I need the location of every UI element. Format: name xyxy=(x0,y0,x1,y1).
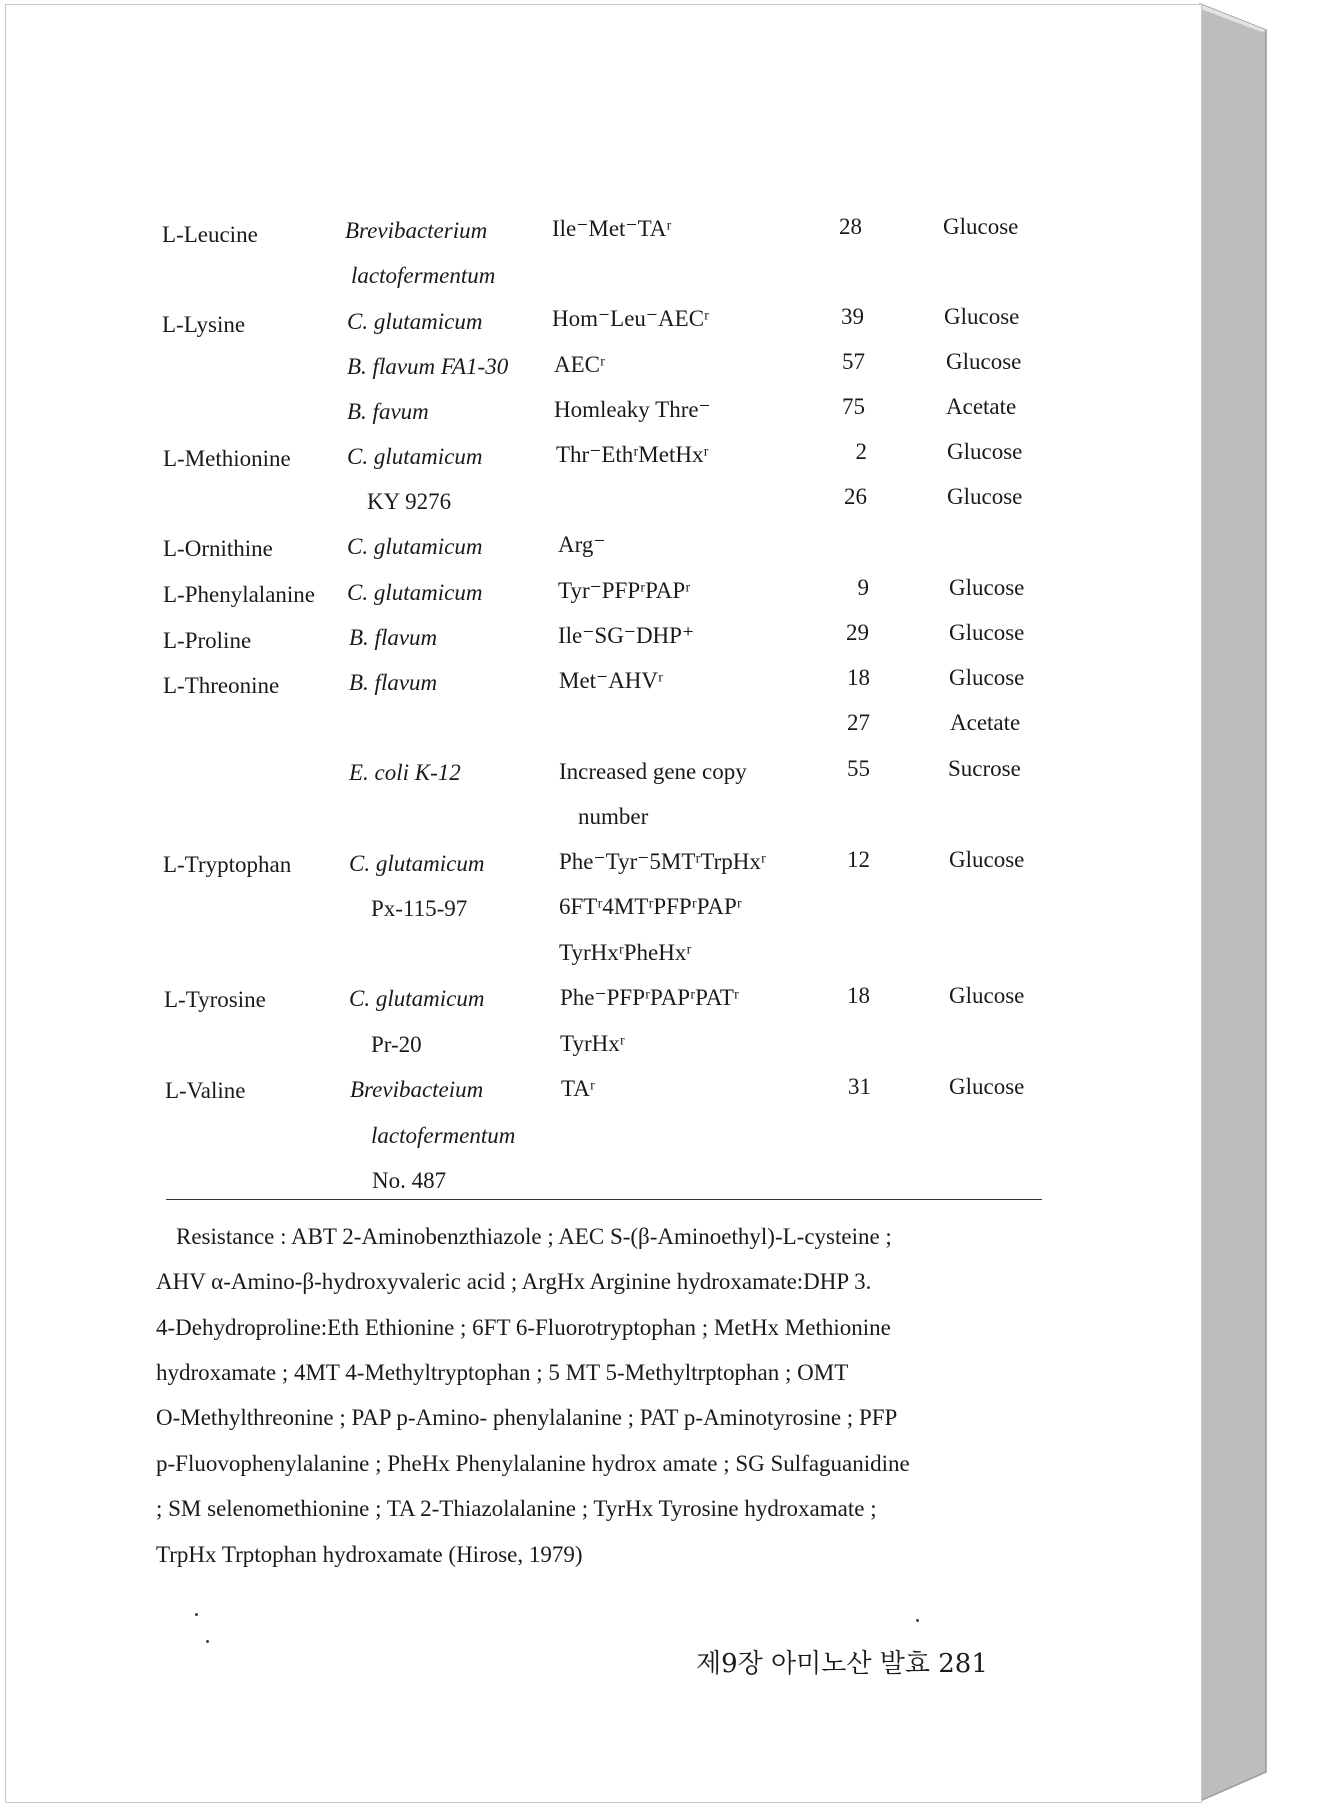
yield-cell: 9 xyxy=(857,575,869,600)
markers-cell: number xyxy=(578,804,649,829)
carbon-source-cell: Glucose xyxy=(949,620,1025,645)
amino-acid-cell: L-Tryptophan xyxy=(163,852,292,877)
carbon-source-cell: Acetate xyxy=(946,394,1017,419)
amino-acid-cell: L-Methionine xyxy=(163,446,291,471)
carbon-source-cell: Sucrose xyxy=(948,756,1021,781)
carbon-source-cell: Glucose xyxy=(949,847,1025,872)
yield-cell: 18 xyxy=(847,983,870,1008)
markers-cell: TAʳ xyxy=(561,1076,595,1101)
footnote-line: 4-Dehydroproline:Eth Ethionine ; 6FT 6-Fluorotryptophan ; MetHx Methionine xyxy=(156,1315,891,1340)
organism-strain-cell: Pr-20 xyxy=(371,1032,422,1057)
carbon-source-cell: Glucose xyxy=(947,484,1023,509)
yield-cell: 27 xyxy=(847,710,870,735)
markers-cell: Increased gene copy xyxy=(559,759,747,784)
markers-cell: Tyr⁻PFPʳPAPʳ xyxy=(558,578,691,603)
markers-cell: TyrHxʳ xyxy=(560,1031,625,1056)
markers-cell: Ile⁻SG⁻DHP⁺ xyxy=(558,623,695,648)
organism-cell: B. flavum xyxy=(349,670,438,695)
yield-cell: 26 xyxy=(844,484,867,509)
organism-cell: Brevibacteium xyxy=(350,1077,484,1102)
organism-cell: lactofermentum xyxy=(371,1123,516,1148)
footnote-line: TrpHx Trptophan hydroxamate (Hirose, 1979) xyxy=(156,1542,583,1567)
organism-cell: C. glutamicum xyxy=(349,851,485,876)
carbon-source-cell: Glucose xyxy=(943,214,1019,239)
markers-cell: Thr⁻EthʳMetHxʳ xyxy=(556,442,709,467)
footnote-line: Resistance : ABT 2-Aminobenzthiazole ; AEC S-(β-Aminoethyl)-L-cysteine ; xyxy=(176,1224,892,1249)
amino-acid-cell: L-Ornithine xyxy=(163,536,273,561)
footnote-line: O-Methylthreonine ; PAP p-Amino- phenylalanine ; PAT p-Aminotyrosine ; PFP xyxy=(156,1405,898,1430)
carbon-source-cell: Acetate xyxy=(950,710,1021,735)
footnote-line: AHV α-Amino-β-hydroxyvaleric acid ; ArgHx Arginine hydroxamate:DHP 3. xyxy=(156,1269,872,1294)
carbon-source-cell: Glucose xyxy=(949,1074,1025,1099)
carbon-source-cell: Glucose xyxy=(946,349,1022,374)
scan-speck xyxy=(195,1613,198,1616)
markers-cell: Met⁻AHVʳ xyxy=(559,668,664,693)
carbon-source-cell: Glucose xyxy=(947,439,1023,464)
amino-acid-cell: L-Lysine xyxy=(162,312,246,337)
markers-cell: Ile⁻Met⁻TAʳ xyxy=(552,216,672,241)
book-spine-shading xyxy=(1200,4,1266,1801)
yield-cell: 12 xyxy=(847,847,870,872)
scan-speck xyxy=(206,1640,209,1643)
amino-acid-cell: L-Leucine xyxy=(162,222,258,247)
carbon-source-cell: Glucose xyxy=(949,575,1025,600)
organism-cell: C. glutamicum xyxy=(347,534,483,559)
amino-acid-cell: L-Threonine xyxy=(163,673,280,698)
footnote-line: p-Fluovophenylalanine ; PheHx Phenylalanine hydrox amate ; SG Sulfaguanidine xyxy=(156,1451,910,1476)
yield-cell: 31 xyxy=(848,1074,871,1099)
markers-cell: Phe⁻PFPʳPAPʳPATʳ xyxy=(560,985,739,1010)
organism-strain-cell: No. 487 xyxy=(372,1168,447,1193)
yield-cell: 57 xyxy=(842,349,865,374)
markers-cell: TyrHxʳPheHxʳ xyxy=(559,940,692,965)
yield-cell: 39 xyxy=(841,304,864,329)
yield-cell: 18 xyxy=(847,665,870,690)
yield-cell: 28 xyxy=(839,214,862,239)
footnote-line: ; SM selenomethionine ; TA 2-Thiazolalanine ; TyrHx Tyrosine hydroxamate ; xyxy=(156,1496,877,1521)
carbon-source-cell: Glucose xyxy=(944,304,1020,329)
organism-cell: B. flavum xyxy=(349,625,438,650)
organism-cell: E. coli K-12 xyxy=(349,760,461,785)
markers-cell: 6FTʳ4MTʳPFPʳPAPʳ xyxy=(559,894,742,919)
yield-cell: 75 xyxy=(842,394,865,419)
organism-cell: C. glutamicum xyxy=(347,309,483,334)
yield-cell: 29 xyxy=(846,620,869,645)
markers-cell: Homleaky Thre⁻ xyxy=(554,397,711,422)
document-page xyxy=(5,4,1202,1803)
markers-cell: Arg⁻ xyxy=(558,532,606,557)
organism-cell: C. glutamicum xyxy=(347,580,483,605)
amino-acid-cell: L-Proline xyxy=(163,628,252,653)
organism-strain-cell: KY 9276 xyxy=(367,489,452,514)
markers-cell: Hom⁻Leu⁻AECʳ xyxy=(552,306,710,331)
scan-speck xyxy=(916,1619,919,1622)
organism-cell: Brevibacterium xyxy=(345,218,488,243)
carbon-source-cell: Glucose xyxy=(949,665,1025,690)
footnote-line: hydroxamate ; 4MT 4-Methyltryptophan ; 5 MT 5-Methyltrptophan ; OMT xyxy=(156,1360,849,1385)
yield-cell: 55 xyxy=(847,756,870,781)
page-footer: 제9장 아미노산 발효 281 xyxy=(696,1649,988,1679)
yield-cell: 2 xyxy=(855,439,867,464)
table-bottom-rule xyxy=(166,1199,1042,1200)
amino-acid-cell: L-Phenylalanine xyxy=(163,582,316,607)
carbon-source-cell: Glucose xyxy=(949,983,1025,1008)
organism-cell: C. glutamicum xyxy=(347,444,483,469)
organism-cell: B. favum xyxy=(347,399,429,424)
organism-cell: B. flavum FA1-30 xyxy=(347,354,509,379)
organism-cell: lactofermentum xyxy=(351,263,496,288)
organism-cell: C. glutamicum xyxy=(349,986,485,1011)
amino-acid-cell: L-Tyrosine xyxy=(164,987,266,1012)
markers-cell: Phe⁻Tyr⁻5MTʳTrpHxʳ xyxy=(559,849,766,874)
markers-cell: AECʳ xyxy=(554,352,605,377)
amino-acid-cell: L-Valine xyxy=(165,1078,246,1103)
organism-strain-cell: Px-115-97 xyxy=(371,896,468,921)
